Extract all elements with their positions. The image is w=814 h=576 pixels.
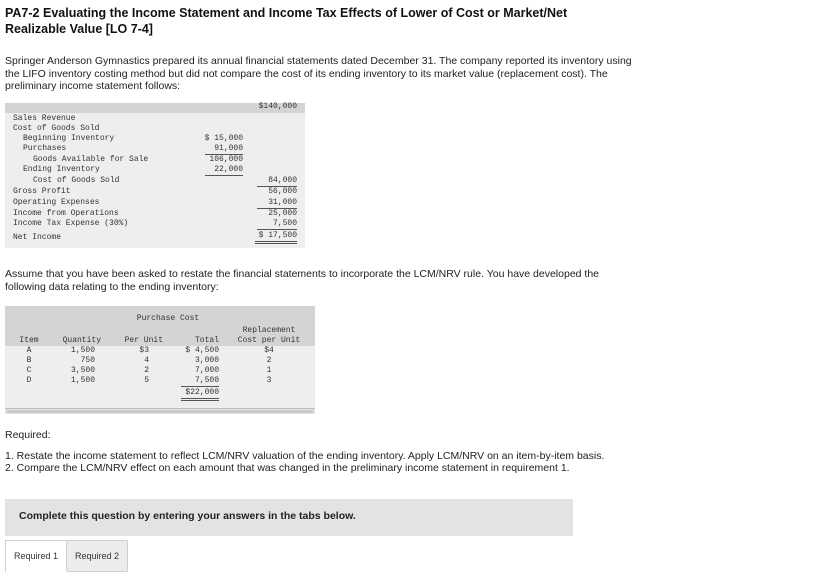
- inventory-table: [5, 306, 315, 412]
- purchases-value: 91,000: [205, 144, 243, 155]
- assume-line-2: following data relating to the ending inventory:: [5, 280, 219, 293]
- inventory-table-body: [5, 346, 315, 408]
- gross-profit-value: 56,000: [268, 187, 297, 196]
- row-d-quantity: 1,500: [70, 376, 95, 385]
- goods-available-value: 106,000: [209, 155, 243, 164]
- per-unit-column-header: Per Unit: [124, 336, 163, 345]
- title-line-1: PA7-2 Evaluating the Income Statement and Income Tax Effects of Lower of Cost or Market/Net: [5, 6, 568, 20]
- tab-required-1[interactable]: Required 1: [5, 540, 67, 572]
- inventory-grand-total: $22,000: [181, 388, 219, 401]
- instructions-banner: [5, 499, 573, 536]
- beginning-inventory-value: $ 15,000: [204, 134, 243, 143]
- row-c-per-unit: 2: [144, 366, 149, 375]
- row-c-total: 7,000: [194, 366, 219, 375]
- net-income-value: $ 17,500: [255, 231, 297, 244]
- assume-line-1: Assume that you have been asked to restate the financial statements to incorporate the LCM/NRV rule. You have developed the: [5, 268, 600, 280]
- row-b-item: B: [26, 356, 32, 365]
- intro-line-1: Springer Anderson Gymnastics prepared its annual financial statements dated December 31. The company reported its inventory using: [5, 55, 632, 67]
- required-item-1: 1. Restate the income statement to reflect LCM/NRV valuation of the ending inventory. Apply LCM/NRV on an item-by-item basis.: [5, 450, 605, 462]
- cost-of-goods-sold-label: Cost of Goods Sold: [33, 176, 120, 185]
- required-heading: Required:: [5, 429, 51, 441]
- row-a-quantity: 1,500: [70, 346, 95, 355]
- row-b-per-unit: 4: [144, 356, 149, 365]
- required-list: [5, 450, 705, 474]
- purchases-label: Purchases: [23, 144, 67, 153]
- intro-line-3: preliminary income statement follows:: [5, 80, 181, 92]
- ending-inventory-label: Ending Inventory: [23, 165, 100, 174]
- inventory-table-header: [5, 306, 315, 346]
- income-statement-body: [5, 102, 305, 248]
- ending-inventory-value: 22,000: [205, 165, 243, 176]
- row-b-replacement: 2: [266, 356, 272, 365]
- total-column-header: Total: [194, 336, 219, 345]
- sales-revenue-value: $140,000: [258, 102, 297, 111]
- income-from-operations-label: Income from Operations: [13, 209, 119, 218]
- row-a-total: $ 4,500: [185, 346, 219, 355]
- page-title: [5, 5, 705, 37]
- income-from-operations-value: 25,000: [268, 209, 297, 218]
- row-c-quantity: 3,500: [70, 366, 95, 375]
- required-item-2: 2. Compare the LCM/NRV effect on each amount that was changed in the preliminary income statement in requirement 1.: [5, 462, 570, 474]
- instructions-text: Complete this question by entering your answers in the tabs below.: [19, 510, 356, 522]
- row-a-replacement: $4: [264, 346, 274, 355]
- intro-line-2: the LIFO inventory costing method but did not compare the cost of its ending inventory to its market value (replacement cost). The: [5, 67, 608, 80]
- row-b-total: 3,000: [194, 356, 219, 365]
- income-tax-expense-label: Income Tax Expense (30%): [13, 219, 129, 228]
- replacement-header-line1: Replacement: [242, 326, 296, 335]
- purchase-cost-group-header: Purchase Cost: [136, 314, 200, 323]
- operating-expenses-label: Operating Expenses: [13, 198, 100, 207]
- income-tax-expense-value: 7,500: [257, 219, 297, 230]
- goods-available-label: Goods Available for Sale: [33, 155, 149, 164]
- row-c-replacement: 1: [266, 366, 272, 375]
- inventory-table-scrollbar[interactable]: [5, 408, 315, 414]
- assume-paragraph: [5, 268, 645, 293]
- beginning-inventory-label: Beginning Inventory: [23, 134, 115, 143]
- cogs-heading: Cost of Goods Sold: [13, 124, 100, 133]
- row-a-item: A: [26, 346, 32, 355]
- gross-profit-label: Gross Profit: [13, 187, 71, 196]
- tab-required-2[interactable]: Required 2: [67, 540, 128, 572]
- operating-expenses-value: 31,000: [257, 198, 297, 209]
- row-d-replacement: 3: [266, 376, 272, 385]
- quantity-column-header: Quantity: [62, 336, 101, 345]
- row-d-total: 7,500: [181, 376, 219, 387]
- row-a-per-unit: $3: [139, 346, 149, 355]
- net-income-label: Net Income: [13, 233, 62, 242]
- income-statement: [5, 103, 305, 248]
- scrollbar-thumb[interactable]: [7, 410, 313, 413]
- row-b-quantity: 750: [80, 356, 95, 365]
- answer-tabs: [5, 540, 128, 572]
- row-c-item: C: [26, 366, 32, 375]
- row-d-item: D: [26, 376, 32, 385]
- item-column-header: Item: [19, 336, 39, 345]
- replacement-header-line2: Cost per Unit: [237, 336, 301, 345]
- sales-revenue-label: Sales Revenue: [13, 114, 76, 123]
- cost-of-goods-sold-value: 84,000: [257, 176, 297, 187]
- title-line-2: Realizable Value [LO 7-4]: [5, 22, 153, 36]
- intro-paragraph: [5, 55, 645, 93]
- row-d-per-unit: 5: [144, 376, 149, 385]
